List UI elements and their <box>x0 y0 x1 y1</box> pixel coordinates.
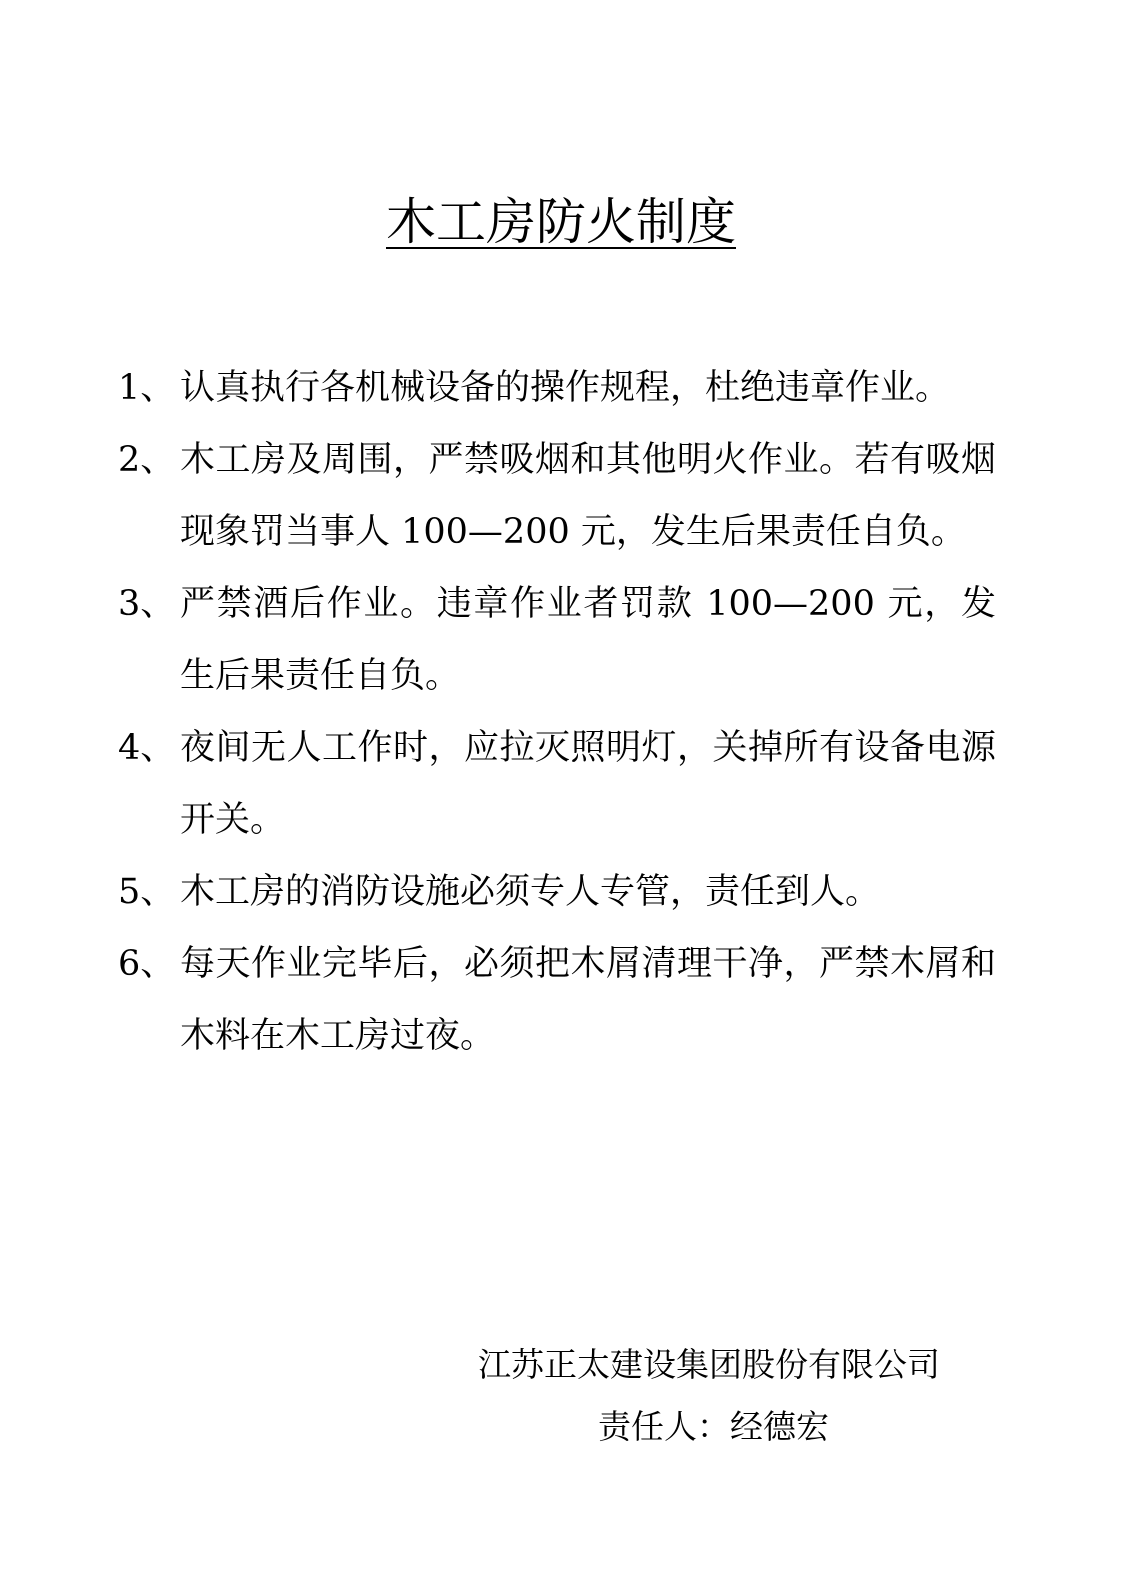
rule-text: 每天作业完毕后，必须把木屑清理干净，严禁木屑和木料在木工房过夜。 <box>180 944 996 1056</box>
rule-item-1 <box>118 352 996 424</box>
rule-item-4 <box>118 712 996 856</box>
rule-number: 2、 <box>118 440 176 480</box>
document-title-text: 木工房防火制度 <box>386 193 736 251</box>
rule-text: 夜间无人工作时，应拉灭照明灯，关掉所有设备电源开关。 <box>180 728 996 840</box>
rule-item-5 <box>118 856 996 928</box>
rules-list <box>118 352 996 1072</box>
rule-number: 4、 <box>118 728 176 768</box>
rule-number: 3、 <box>118 584 176 624</box>
rule-number: 6、 <box>118 944 176 984</box>
company-name: 江苏正太建设集团股份有限公司 <box>478 1345 940 1384</box>
rule-number: 5、 <box>118 872 176 912</box>
rule-item-3 <box>118 568 996 712</box>
document-title <box>0 190 1122 254</box>
responsible-person: 责任人：经德宏 <box>598 1407 829 1446</box>
rule-text: 严禁酒后作业。违章作业者罚款 100—200 元，发生后果责任自负。 <box>180 584 996 696</box>
rule-item-6 <box>118 928 996 1072</box>
rule-text: 木工房及周围，严禁吸烟和其他明火作业。若有吸烟现象罚当事人 100—200 元，发生后果责任自负。 <box>180 440 996 552</box>
rule-item-2 <box>118 424 996 568</box>
rule-number: 1、 <box>118 368 176 408</box>
rule-text: 认真执行各机械设备的操作规程，杜绝违章作业。 <box>180 368 951 408</box>
rule-text: 木工房的消防设施必须专人专管，责任到人。 <box>180 872 881 912</box>
